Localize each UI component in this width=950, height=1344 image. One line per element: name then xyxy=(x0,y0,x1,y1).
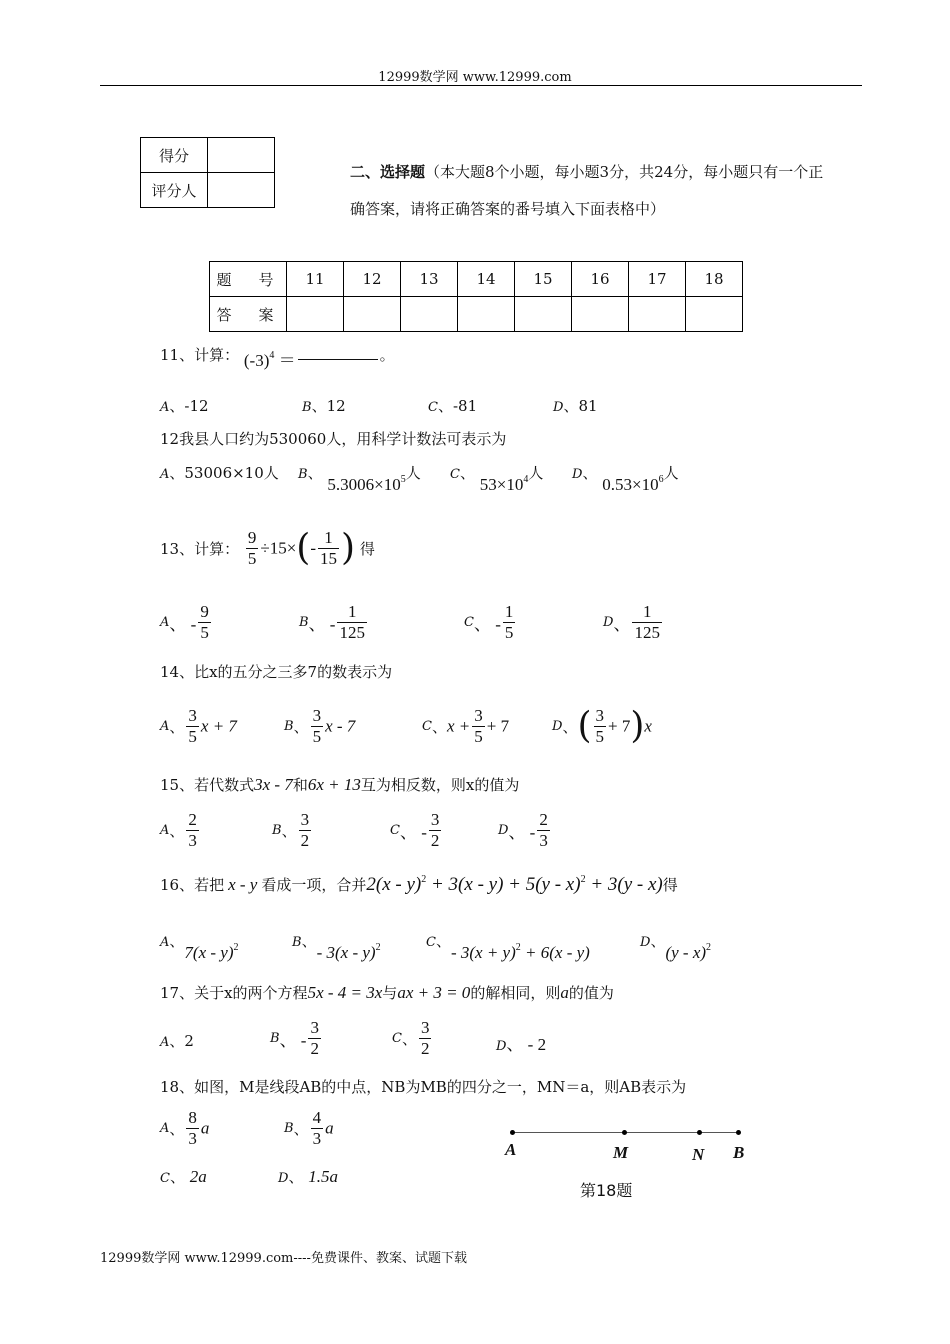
q18-option-a[interactable]: A、 $\frac{8}{3}$ a xyxy=(160,1108,210,1148)
point-a-dot xyxy=(510,1130,515,1135)
question-number: 11 xyxy=(287,262,344,297)
q11-option-a[interactable]: A、-12 xyxy=(160,397,209,415)
point-n-dot xyxy=(697,1130,702,1135)
question-number: 16 xyxy=(572,262,629,297)
page-header: 12999数学网 www.12999.com xyxy=(378,70,572,85)
point-n-label: N xyxy=(692,1145,705,1164)
q11-option-b[interactable]: B、12 xyxy=(302,397,346,415)
q13-option-a[interactable]: A、 - $\frac{9}{5}$ xyxy=(160,602,209,642)
q15-option-a[interactable]: A、 $\frac{2}{3}$ xyxy=(160,810,197,850)
q17-option-a[interactable]: A、2 xyxy=(160,1032,194,1050)
question-number: 17 xyxy=(629,262,686,297)
section-title: 二、选择题（本大题8个小题，每小题3分，共24分，每小题只有一个正 xyxy=(350,163,824,181)
q16-stem: 16、若把 x - y 看成一项，合并2(x - y)$^2$ + 3(x - y) + 5(y - x)$^2$ + 3(y - x)得 xyxy=(160,874,678,895)
point-m-label: M xyxy=(613,1143,629,1162)
q13-option-c[interactable]: C、 - $\frac{1}{5}$ xyxy=(464,602,514,642)
q14-option-b[interactable]: B、 $\frac{3}{5}$ x - 7 xyxy=(284,706,356,746)
q12-option-b[interactable]: B、 $5.3006\times 10^5$人 xyxy=(298,464,421,494)
q12-option-a[interactable]: A、53006×10人 xyxy=(160,464,279,482)
question-number: 13 xyxy=(401,262,458,297)
answer-cell[interactable] xyxy=(686,297,743,332)
answer-cell[interactable] xyxy=(572,297,629,332)
q16-option-b[interactable]: B、- 3(x - y)$^2$ xyxy=(292,932,381,962)
q15-stem: 15、若代数式3x - 7和6x + 13互为相反数，则x的值为 xyxy=(160,775,520,794)
answer-cell[interactable] xyxy=(458,297,515,332)
q17-option-c[interactable]: C、 $\frac{3}{2}$ xyxy=(392,1018,430,1058)
q16-option-c[interactable]: C、- $3(x + y)^2 + 6(x - y)$ xyxy=(426,932,590,962)
score-label: 得分 xyxy=(141,138,208,173)
score-table xyxy=(140,137,275,208)
q18-option-c[interactable]: C、 2a xyxy=(160,1167,207,1186)
q18-option-d[interactable]: D、 1.5a xyxy=(278,1167,338,1186)
q11-stem: 11、计算： $(-3)^4$ ＝ 。 xyxy=(160,346,395,370)
q12-option-c[interactable]: C、 $53\times 10^4$人 xyxy=(450,464,544,494)
q15-option-d[interactable]: D、 - $\frac{2}{3}$ xyxy=(498,810,548,850)
q17-option-b[interactable]: B、 - $\frac{3}{2}$ xyxy=(270,1018,319,1058)
point-b-label: B xyxy=(733,1143,745,1162)
answer-cell[interactable] xyxy=(401,297,458,332)
q11-option-c[interactable]: C、-81 xyxy=(428,397,478,415)
q12-option-d[interactable]: D、 $0.53\times 10^6$人 xyxy=(572,464,679,494)
answer-cell[interactable] xyxy=(344,297,401,332)
answer-cell[interactable] xyxy=(629,297,686,332)
answer-label: 答 案 xyxy=(210,297,287,332)
score-cell[interactable] xyxy=(208,138,275,173)
question-number: 18 xyxy=(686,262,743,297)
q11-option-d[interactable]: D、81 xyxy=(553,397,598,415)
q18-stem: 18、如图，M是线段AB的中点，NB为MB的四分之一，MN＝a，则AB表示为 xyxy=(160,1078,687,1096)
question-number: 14 xyxy=(458,262,515,297)
page-footer: 12999数学网 www.12999.com----免费课件、教案、试题下载 xyxy=(100,1251,467,1266)
question-number: 15 xyxy=(515,262,572,297)
q16-option-a[interactable]: A、7(x - y)$^2$ xyxy=(160,932,239,962)
header-rule xyxy=(100,85,862,86)
q15-option-c[interactable]: C、 - $\frac{3}{2}$ xyxy=(390,810,440,850)
question-number: 12 xyxy=(344,262,401,297)
answer-cell[interactable] xyxy=(515,297,572,332)
q14-option-a[interactable]: A、 $\frac{3}{5}$ x + 7 xyxy=(160,706,237,746)
question-number-label: 题 号 xyxy=(210,262,287,297)
point-a-label: A xyxy=(505,1140,517,1159)
figure-caption: 第18题 xyxy=(580,1181,633,1200)
answer-cell[interactable] xyxy=(287,297,344,332)
q17-stem: 17、关于x的两个方程5x - 4 = 3x与ax + 3 = 0的解相同，则a的值为 xyxy=(160,983,614,1002)
q16-option-d[interactable]: D、(y - x)$^2$ xyxy=(640,932,712,962)
grader-cell[interactable] xyxy=(208,173,275,208)
answer-table xyxy=(209,261,743,332)
q14-stem: 14、比x的五分之三多7的数表示为 xyxy=(160,663,393,681)
grader-label: 评分人 xyxy=(141,173,208,208)
q12-stem: 12我县人口约为530060人，用科学计数法可表示为 xyxy=(160,430,507,448)
q18-option-b[interactable]: B、 $\frac{4}{3}$ a xyxy=(284,1108,334,1148)
q13-option-b[interactable]: B、 - $\frac{1}{125}$ xyxy=(299,602,365,642)
point-m-dot xyxy=(622,1130,627,1135)
q14-option-d[interactable]: D、( $\frac{3}{5}$ + 7)x xyxy=(552,705,652,747)
section-note: 确答案，请将正确答案的番号填入下面表格中） xyxy=(350,200,666,218)
q15-option-b[interactable]: B、 $\frac{3}{2}$ xyxy=(272,810,310,850)
point-b-dot xyxy=(736,1130,741,1135)
q17-option-d[interactable]: D、 - 2 xyxy=(496,1035,547,1054)
q13-stem: 13、计算： $\frac{9}{5}$ ÷15×(- $\frac{1}{15}$ ) 得 xyxy=(160,527,375,569)
q13-option-d[interactable]: D、 $\frac{1}{125}$ xyxy=(603,602,660,642)
q14-option-c[interactable]: C、x + $\frac{3}{5}$ + 7 xyxy=(422,706,510,746)
